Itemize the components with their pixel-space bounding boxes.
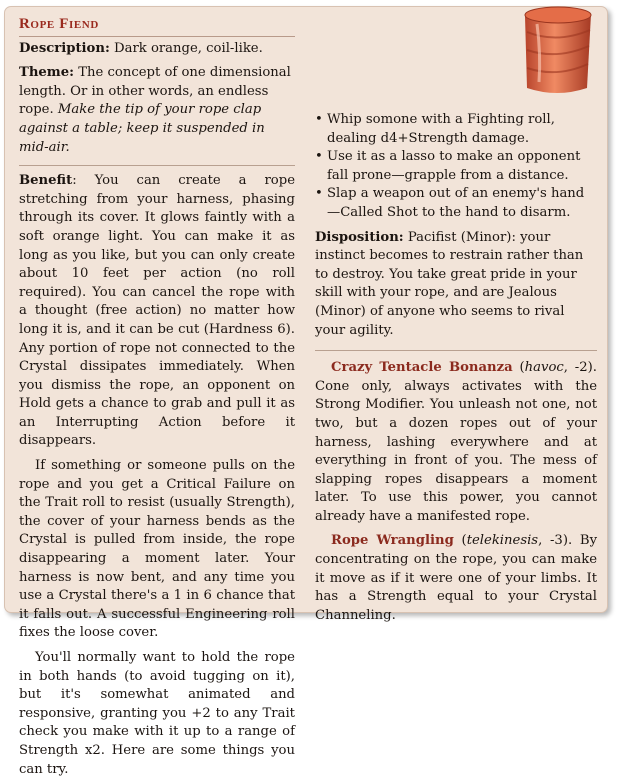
list-item: • Use it as a lasso to make an opponent fall prone—grapple from a distance. [315, 148, 597, 185]
divider [19, 165, 295, 166]
power-tag: telekinesis [466, 533, 539, 549]
card [4, 6, 608, 777]
disposition-label: Disposition: [315, 229, 404, 245]
benefit-paragraph-1 [19, 172, 295, 451]
divider [315, 350, 597, 351]
power-rope-wrangling: Rope Wrangling (telekinesis, -3). By concentrating on the rope, you can make it move as if it were one of your limbs. It has a Strength equal to your Crystal Channeling. [315, 533, 598, 623]
description-label: Description: [19, 40, 110, 56]
power-modifier: , -2 [563, 360, 588, 376]
power-modifier: , -3 [538, 533, 563, 549]
power-name: Crazy Tentacle Bonanza [331, 360, 513, 376]
card-title: Rope Fiend [19, 15, 295, 37]
left-column [19, 15, 295, 779]
theme-label: Theme: [19, 65, 75, 81]
benefit-paragraph-3: You'll normally want to hold the rope in both hands (to avoid tugging on it), but it's somewhat animated and responsive, granting you +2 to any Trait check you make with it up to a range of Strength x2. Here are some things you can try. [19, 650, 295, 777]
theme-line [19, 64, 295, 157]
power-text: By concentrating on the rope, you can make it move as if it were one of your limbs. It has a Strength equal to your Crystal Channeling. [315, 533, 598, 623]
description-line [19, 40, 295, 59]
list-item: • Slap a weapon out of an enemy's hand—Called Shot to the hand to disarm. [315, 185, 597, 222]
disposition-text: Pacifist (Minor): your instinct becomes to restrain rather than to destroy. You take great pride in your skill with your rope, and are Jealous (Minor) of anyone who seems to rival your agility. [315, 229, 584, 338]
power-name: Rope Wrangling [331, 533, 454, 549]
list-item: • Whip somone with a Fighting roll, dealing d4+Strength damage. [315, 111, 597, 148]
benefit-paragraph-2: If something or someone pulls on the rope and you get a Critical Failure on the Trait roll to resist (usually Strength), the cover of your harness bends as the Crystal is pulled from inside, the rope disappearing a moment later. Your harness is now bent, and any time you use a Crystal there's a 1 in 6 chance that it falls out. A successful Engineering roll fixes the loose cover. [19, 458, 295, 641]
right-column [315, 4, 597, 625]
theme-prompt: Make the tip of your rope clap against a table; keep it suspended in mid-air. [19, 102, 265, 155]
theme-text: The concept of one dimensional length. Or in other words, an endless rope. [19, 65, 291, 118]
power-crazy-tentacle-bonanza: Crazy Tentacle Bonanza (havoc, -2). Cone only, always activates with the Strong Modifier. You unleash not one, not two, but a dozen ropes out of your harness, lashing everywhere and at everything in front of you. The mess of slapping ropes disappears a moment later. To use this power, you cannot already have a manifested rope. [315, 360, 597, 524]
benefit-label: Benefit [19, 173, 73, 189]
uses-list [315, 111, 597, 223]
description-text: Dark orange, coil-like. [114, 40, 263, 56]
orange-crystal-coil-icon [511, 0, 603, 100]
disposition-line [315, 229, 597, 341]
benefit-text-1: : You can create a rope stretching from your harness, phasing through its cover. It glows faintly with a soft orange light. You can make it as long as you like, but you can only create about 10 feet per action (no roll required). You can cancel the rope with a thought (free action) no matter how long it is, and it can be cut (Hardness 6). Any portion of rope not connected to the Crystal dissipates immediately. When you dismiss the rope, an opponent on Hold gets a chance to grab and pull it as an Interrupting Action before it disappears. [19, 173, 295, 449]
power-text: Cone only, always activates with the Strong Modifier. You unleash not one, not two, but a dozen ropes out of your harness, lashing everywhere and at everything in front of you. The mess of slapping ropes disappears a moment later. To use this power, you cannot already have a manifested rope. [315, 378, 597, 524]
power-tag: havoc [524, 360, 564, 376]
